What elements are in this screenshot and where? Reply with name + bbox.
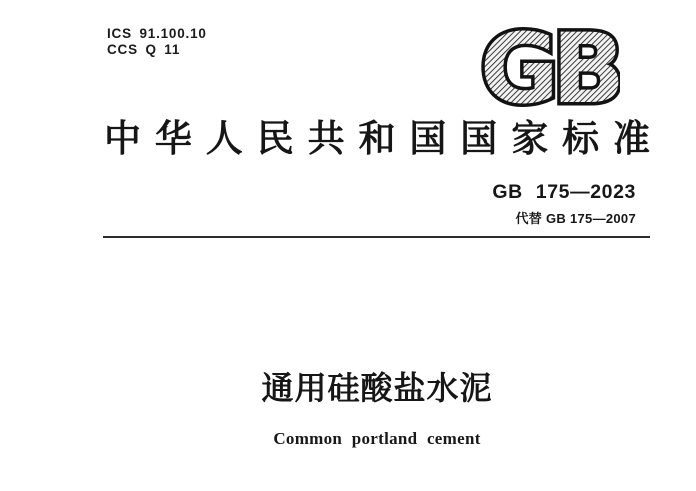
gb-logo-text: GB bbox=[480, 22, 618, 110]
document-title-chinese: 通用硅酸盐水泥 bbox=[261, 369, 493, 407]
classification-codes bbox=[107, 26, 207, 58]
gb-logo-icon bbox=[478, 22, 620, 110]
standard-number: GB 175—2023 bbox=[492, 181, 636, 203]
national-standard-heading: 中华人民共和国国家标准 bbox=[104, 119, 650, 160]
standard-number-block bbox=[492, 181, 636, 227]
ics-code: ICS 91.100.10 bbox=[107, 26, 207, 41]
document-title-english: Common portland cement bbox=[273, 429, 481, 448]
ccs-code: CCS Q 11 bbox=[107, 41, 181, 57]
masthead-divider-line bbox=[103, 236, 650, 238]
replaced-standard-note: 代替 GB 175—2007 bbox=[515, 211, 636, 226]
